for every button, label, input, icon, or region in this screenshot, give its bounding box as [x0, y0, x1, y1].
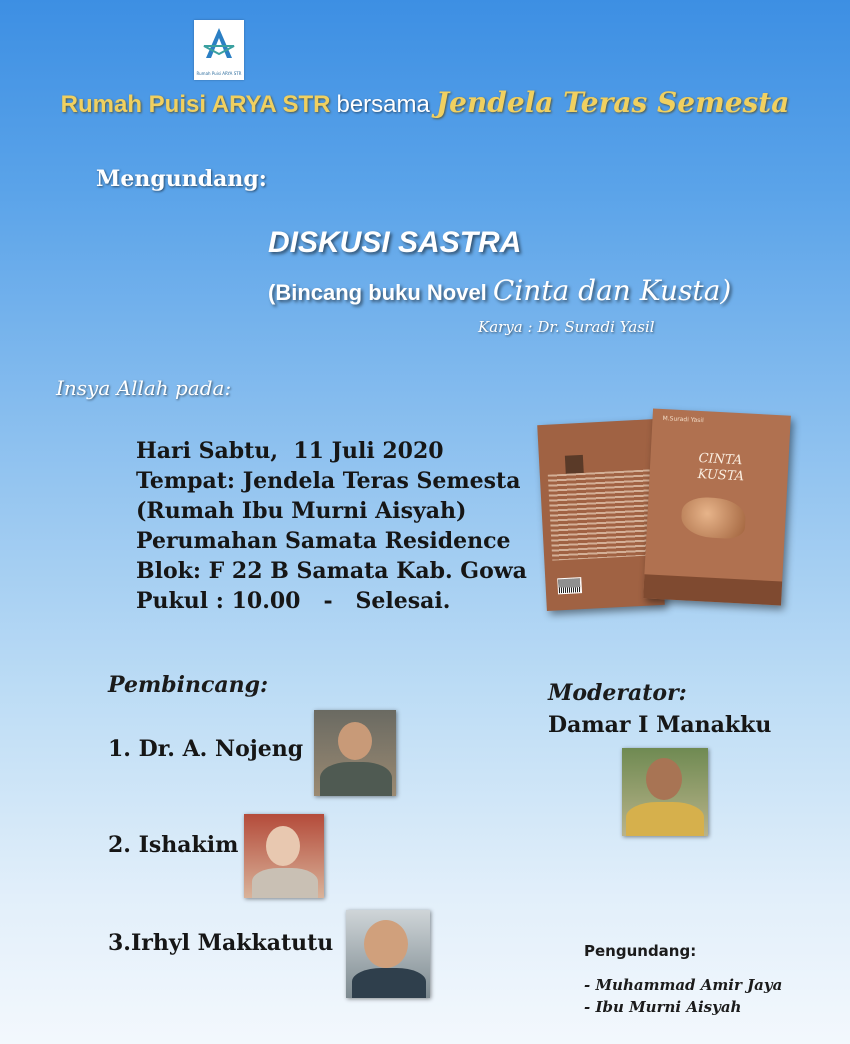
book-front-cover [643, 409, 791, 606]
header-connector: bersama [336, 91, 430, 118]
detail-line: (Rumah Ibu Murni Aisyah) [136, 498, 467, 524]
event-title: DISKUSI SASTRA [268, 226, 522, 259]
detail-line: Perumahan Samata Residence [136, 528, 511, 554]
detail-line: Blok: F 22 B Samata Kab. Gowa [136, 558, 527, 584]
speaker-name: 1. Dr. A. Nojeng [108, 736, 304, 762]
author-credit: Karya : Dr. Suradi Yasil [478, 318, 655, 336]
cover-title-line: CINTA [698, 450, 743, 469]
event-subtitle [268, 274, 731, 307]
speakers-label: Pembincang: [108, 672, 269, 698]
moderator-photo [622, 748, 708, 836]
author-photo-thumbnail [565, 455, 584, 474]
cover-author: M.Suradi Yasil [662, 415, 704, 425]
moderator-label: Moderator: [548, 680, 687, 706]
inviters-list [584, 974, 782, 1018]
header [0, 86, 850, 119]
cover-title-line: KUSTA [697, 466, 745, 485]
logo [194, 20, 244, 80]
inviter-name: - Muhammad Amir Jaya [584, 976, 783, 994]
inviters-label: Pengundang: [584, 942, 697, 960]
detail-line: Hari Sabtu, 11 Juli 2020 [136, 438, 444, 464]
logo-caption: Rumah Puisi ARYA STR [196, 71, 242, 76]
invite-label: Mengundang: [96, 166, 267, 192]
detail-line: Tempat: Jendela Teras Semesta [136, 468, 521, 494]
arya-str-logo-icon [194, 24, 244, 68]
organizer-name: Rumah Puisi ARYA STR [60, 91, 331, 118]
speaker-photo [314, 710, 396, 796]
partner-name: Jendela Teras Semesta [435, 86, 790, 119]
cover-title [697, 451, 745, 485]
schedule-label: Insya Allah pada: [56, 376, 232, 400]
back-cover-text [548, 469, 654, 560]
barcode-icon [557, 577, 582, 594]
speaker-photo [244, 814, 324, 898]
moderator-name: Damar I Manakku [548, 712, 772, 738]
event-details [136, 436, 527, 616]
speaker-name: 2. Ishakim [108, 832, 239, 858]
book-title: Cinta dan Kusta) [492, 274, 732, 307]
inviter-name: - Ibu Murni Aisyah [584, 998, 742, 1016]
cover-illustration [680, 496, 746, 539]
detail-line: Pukul : 10.00 - Selesai. [136, 588, 451, 614]
speaker-photo [346, 910, 430, 998]
subtitle-prefix: (Bincang buku Novel [268, 280, 493, 305]
speaker-name: 3.Irhyl Makkatutu [108, 930, 334, 956]
